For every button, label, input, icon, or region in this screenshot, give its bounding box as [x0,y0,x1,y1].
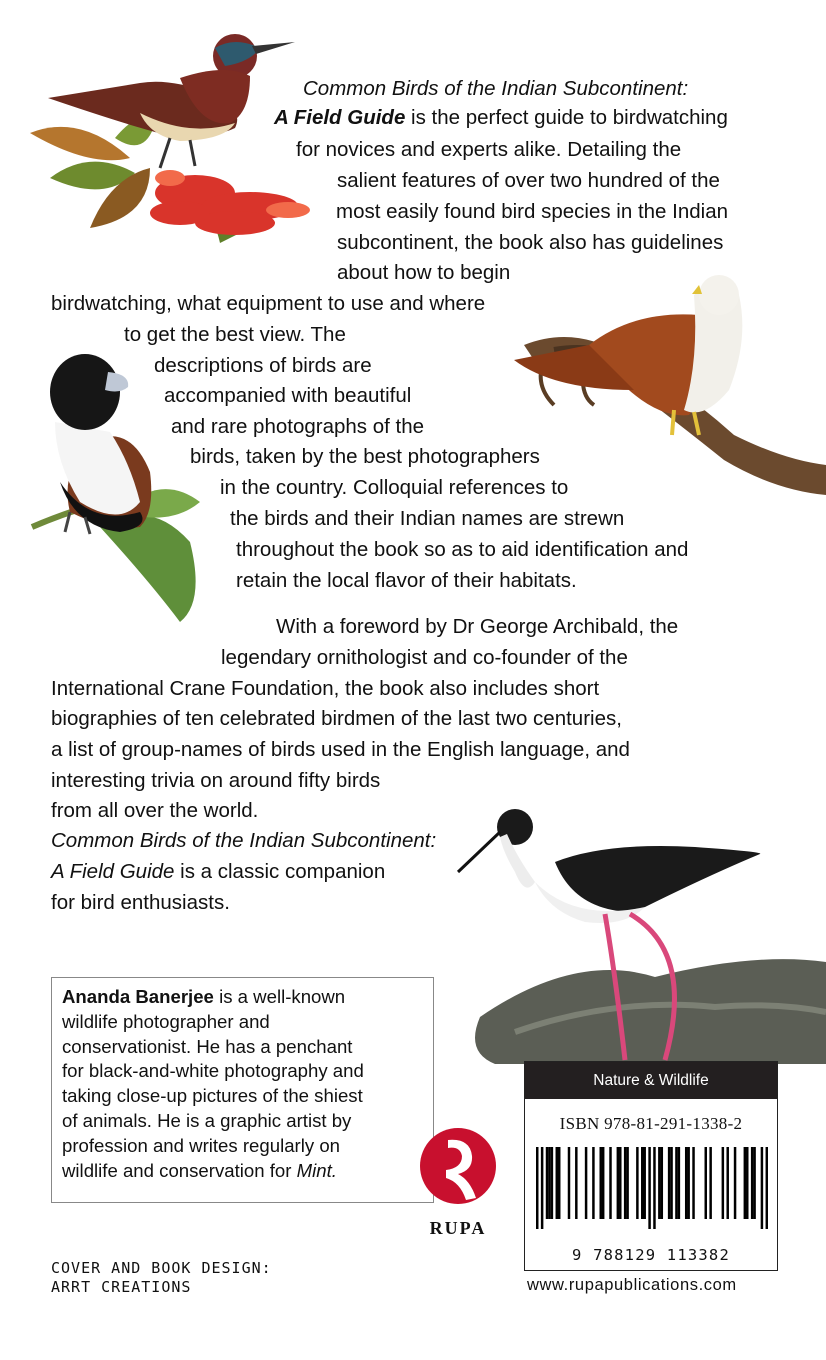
blurb-line: retain the local flavor of their habitats. [236,569,577,592]
barcode [536,1147,768,1229]
barcode-bar [692,1147,694,1219]
credit-line: ARRT CREATIONS [51,1278,192,1296]
isbn-text: ISBN 978-81-291-1338-2 [559,1114,743,1133]
blurb-line: birds, taken by the best photographers [190,445,540,468]
barcode-bar [609,1147,611,1219]
barcode-bar [541,1147,543,1229]
barcode-bar [734,1147,736,1219]
barcode-bar [592,1147,594,1219]
bio-line: conservationist. He has a penchant [62,1035,353,1057]
barcode-bar [658,1147,660,1219]
bio-line: taking close-up pictures of the shiest [62,1085,363,1107]
blurb-line: to get the best view. The [124,323,346,346]
barcode-bar [548,1147,550,1219]
barcode-bar [641,1147,643,1219]
blurb-line: Common Birds of the Indian Subcontinent: [51,829,437,852]
blurb-line: in the country. Colloquial references to [220,476,569,499]
barcode-bar [536,1147,538,1229]
bio-line: of animals. He is a graphic artist by [62,1109,352,1131]
blurb-line: accompanied with beautiful [164,384,412,407]
barcode-bar [617,1147,619,1219]
stilt-wading-illustration [455,802,826,1064]
barcode-bar [670,1147,672,1219]
barcode-bar [643,1147,645,1219]
publisher-website: www.rupapublications.com [527,1276,737,1294]
barcode-bar [709,1147,711,1219]
barcode-bar [546,1147,548,1219]
blurb-line: from all over the world. [51,799,259,822]
barcode-bar [668,1147,670,1219]
blurb-line: legendary ornithologist and co-founder of the [221,646,628,669]
blurb-line: subcontinent, the book also has guidelines [337,231,724,254]
barcode-bar [558,1147,560,1219]
blurb-line: the birds and their Indian names are strewn [230,507,625,530]
blurb-line: for novices and experts alike. Detailing the [296,138,682,161]
barcode-bar [556,1147,558,1219]
barcode-bar [675,1147,677,1219]
blurb-line: about how to begin [337,261,511,284]
sunbird-on-flower-illustration [20,28,320,250]
publication-name: Mint. [296,1159,337,1181]
barcode-bar [661,1147,663,1219]
blurb-line: A Field Guide is a classic companion [51,860,386,883]
barcode-bar [678,1147,680,1219]
bio-line: for black-and-white photography and [62,1060,364,1082]
blurb-line: throughout the book so as to aid identification and [236,538,689,561]
blurb-line: salient features of over two hundred of the [337,169,720,192]
kite-on-branch-illustration [494,270,826,500]
credit-line: COVER AND BOOK DESIGN: [51,1259,272,1277]
blurb-line: biographies of ten celebrated birdmen of the last two centuries, [51,707,622,730]
barcode-bar [648,1147,650,1229]
barcode-digits: 9 788129 113382 [572,1246,730,1264]
barcode-bar [753,1147,755,1219]
barcode-bar [636,1147,638,1219]
publisher-name: RUPA [429,1218,487,1238]
barcode-bar [602,1147,604,1219]
bio-line: wildlife photographer and [62,1010,270,1032]
blurb-line: International Crane Foundation, the book also includes short [51,677,600,700]
barcode-bar [599,1147,601,1219]
blurb-line: interesting trivia on around fifty birds [51,769,381,792]
blurb-line: With a foreword by Dr George Archibald, the [276,615,679,638]
barcode-bar [653,1147,655,1229]
blurb-line: Common Birds of the Indian Subcontinent: [303,77,689,100]
barcode-bar [722,1147,724,1219]
publisher-logo [418,1122,498,1242]
blurb-line: most easily found bird species in the Indian [336,200,729,223]
barcode-bar [619,1147,621,1219]
barcode-bar [551,1147,553,1219]
barcode-box [524,1061,778,1271]
barcode-bar [568,1147,570,1219]
barcode-bar [766,1147,768,1229]
blurb-line: birdwatching, what equipment to use and where [51,292,486,315]
barcode-bar [744,1147,746,1219]
design-credits [51,1259,272,1297]
blurb-line: for bird enthusiasts. [51,891,230,914]
barcode-bar [624,1147,626,1219]
blurb-line: descriptions of birds are [154,354,372,377]
barcode-bar [687,1147,689,1219]
blurb-line: and rare photographs of the [171,415,425,438]
barcode-bar [705,1147,707,1219]
blurb-line: a list of group-names of birds used in the English language, and [51,738,630,761]
bio-line: profession and writes regularly on [62,1134,341,1156]
author-name: Ananda Banerjee [62,986,214,1007]
barcode-bar [726,1147,728,1219]
barcode-bar [761,1147,763,1229]
barcode-bar [751,1147,753,1219]
author-bio-box: Ananda Banerjee is a well-known wildlife photographer and conservationist. He has a penchant for black-and-white photography and taking close-up pictures of the shiest of animals. He is a graphic artist by profession and writes regularly on wildlife and conservation for Mint. [51,977,434,1203]
category-label: Nature & Wildlife [525,1062,777,1099]
barcode-bar [575,1147,577,1219]
barcode-bar [626,1147,628,1219]
barcode-bar [746,1147,748,1219]
barcode-bar [685,1147,687,1219]
rupa-logo-icon [418,1122,498,1214]
barcode-bar [585,1147,587,1219]
blurb-line: A Field Guide is the perfect guide to birdwatching [274,106,728,129]
